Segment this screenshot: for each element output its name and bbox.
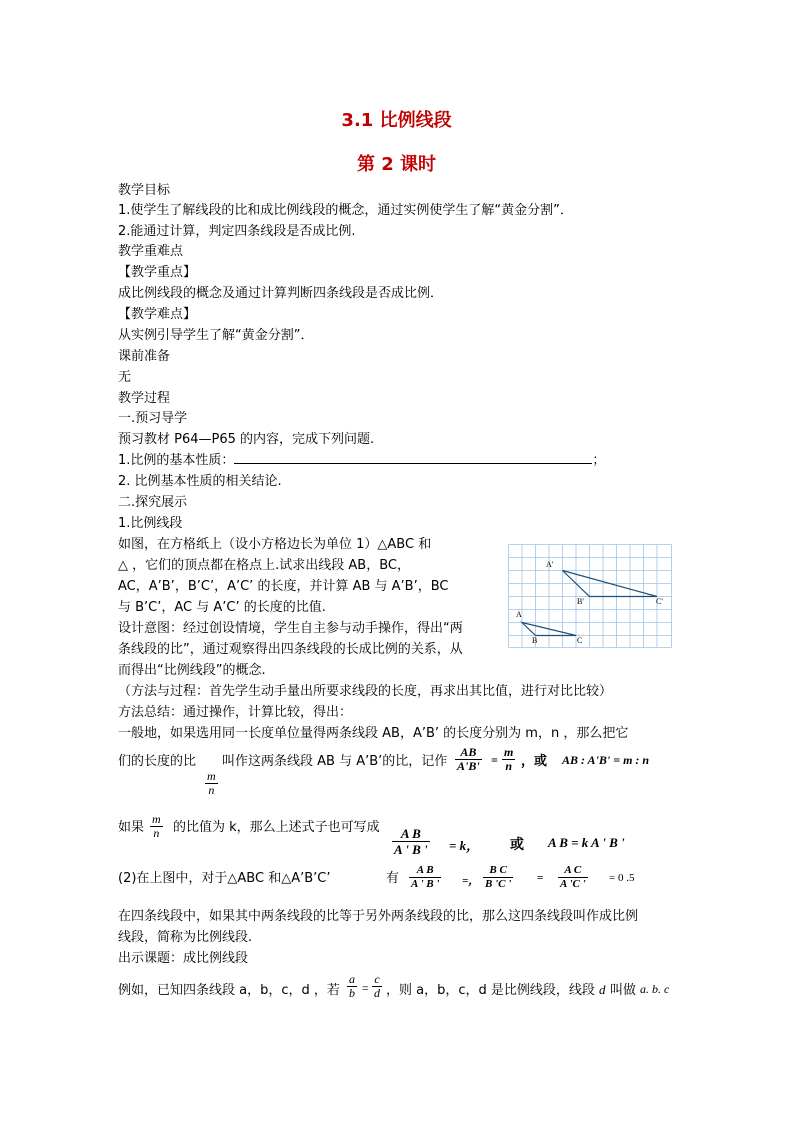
page-subtitle: 第 2 课时 <box>356 154 437 175</box>
equals-sign: = <box>537 872 544 884</box>
equals-k: = k， <box>449 838 480 853</box>
text-line: 1.比例的基本性质： ； <box>118 453 606 468</box>
section-heading: 一.预习导学 <box>118 411 188 426</box>
vertex-label-c: C <box>577 636 583 645</box>
equals-sign: = <box>491 753 498 767</box>
page-title: 3.1 比例线段 <box>341 110 452 131</box>
fraction-a-over-b: a b <box>349 972 355 1000</box>
text-line: AC，A’B’，B’C’，A’C’ 的长度，并计算 AB 与 A’B’，BC <box>118 579 449 594</box>
text-line: 在四条线段中，如果其中两条线段的比等于另外两条线段的比，那么这四条线段叫作成比例 <box>118 909 639 924</box>
text-line: 例如，已知四条线段 a，b，c，d ，若 <box>118 983 340 998</box>
text-line: 2. 比例基本性质的相关结论. <box>118 474 282 489</box>
ab-equals-k-apbp: A B = k A ' B ' <box>548 835 625 850</box>
text-line: 条线段的比”，通过观察得出四条线段的长成比例的关系，从 <box>118 642 463 657</box>
text-line: 而得出“比例线段”的概念. <box>118 663 266 678</box>
text-line: 预习教材 P64—P65 的内容，完成下列问题. <box>118 432 375 447</box>
text-line: 无 <box>118 370 132 385</box>
ratio-value: = 0 .5 <box>609 872 635 884</box>
equals-sign: =， <box>462 875 480 887</box>
text-line: ，或 <box>521 754 548 769</box>
vertex-label-c1: C' <box>656 597 663 606</box>
fill-in-label: 1.比例的基本性质： <box>118 453 235 468</box>
fraction-ab-over-apbp: AB A'B' <box>457 745 480 773</box>
fraction-m-over-n: m n <box>152 812 161 840</box>
grid-figure <box>508 544 672 648</box>
text-line: 一般地，如果选用同一长度单位量得两条线段 AB，A’B’ 的长度分别为 m，n ，那么把它 <box>118 726 629 741</box>
vertex-label-a: A <box>516 610 522 619</box>
text-line: 与 B’C’，AC 与 A’C’ 的长度的比值. <box>118 600 326 615</box>
text-line: 线段，简称为比例线段. <box>118 930 253 945</box>
text-line: (2)在上图中，对于△ABC 和△A’B’C’ <box>118 871 331 886</box>
text-line: 出示课题：成比例线段 <box>118 951 249 966</box>
text-line: 的比值为 k，那么上述式子也可写成 <box>173 820 380 835</box>
text-line: 如图，在方格纸上（设小方格边长为单位 1）△ABC 和 <box>118 537 432 552</box>
fill-in-blank[interactable] <box>234 451 592 464</box>
fraction-ab-over-apbp: A B A ' B ' <box>411 864 440 890</box>
text-line: （方法与过程：首先学生动手量出所要求线段的长度，再求出其比值，进行对比比较） <box>118 684 613 699</box>
ratio-expression: AB : A'B' = m : n <box>562 753 650 767</box>
text-line: 叫做 <box>610 983 637 998</box>
text-line: 从实例引导学生了解“黄金分割”． <box>118 328 314 343</box>
fraction-bc-over-bpcp: B C B 'C ' <box>485 864 512 890</box>
text-line: 有 <box>386 871 400 886</box>
text-line: 设计意图：经过创设情境，学生自主参与动手操作，得出“两 <box>118 621 463 636</box>
text-line: 方法总结：通过操作，计算比较，得出： <box>118 705 353 720</box>
section-heading: 二.探究展示 <box>118 495 188 510</box>
fraction-c-over-d: c d <box>374 972 380 1000</box>
vertex-label-b: B <box>532 636 538 645</box>
text-line: 叫作这两条线段 AB 与 A’B’的比，记作 <box>222 754 448 769</box>
fraction-m-over-n: m n <box>207 769 216 797</box>
text-line: 1.使学生了解线段的比和成比例线段的概念，通过实例使学生了解“黄金分割”． <box>118 203 573 218</box>
text-line: △ ，它们的顶点都在格点上.试求出线段 AB，BC， <box>118 558 410 573</box>
fraction-ab-over-apbp: A B A ' B ' <box>394 826 428 857</box>
or-label: 或 <box>510 837 524 853</box>
text-line: 们的长度的比 <box>118 754 197 769</box>
vertex-label-b1: B' <box>577 597 584 606</box>
section-heading: 课前准备 <box>118 349 171 364</box>
text-line: ，则 a，b，c，d 是比例线段，线段 <box>386 983 595 998</box>
section-heading: 教学过程 <box>118 391 171 406</box>
fraction-m-over-n: m n <box>504 745 514 773</box>
fraction-ac-over-apcp: A C A 'C ' <box>560 864 586 890</box>
text-line: 2.能通过计算，判定四条线段是否成比例. <box>118 224 356 239</box>
text-line: 如果 <box>118 820 145 835</box>
math-abc: a. b. c <box>640 982 670 996</box>
vertex-label-a1: A' <box>546 560 554 569</box>
math-d: d <box>599 982 606 997</box>
section-heading: 教学目标 <box>118 183 171 198</box>
section-heading: 【教学重点】 <box>118 265 197 280</box>
equals-sign: = <box>362 981 369 995</box>
text-line: 成比例线段的概念及通过计算判断四条线段是否成比例． <box>118 286 444 301</box>
section-heading: 1.比例线段 <box>118 516 183 531</box>
section-heading: 【教学难点】 <box>118 307 197 322</box>
section-heading: 教学重难点 <box>118 244 184 259</box>
